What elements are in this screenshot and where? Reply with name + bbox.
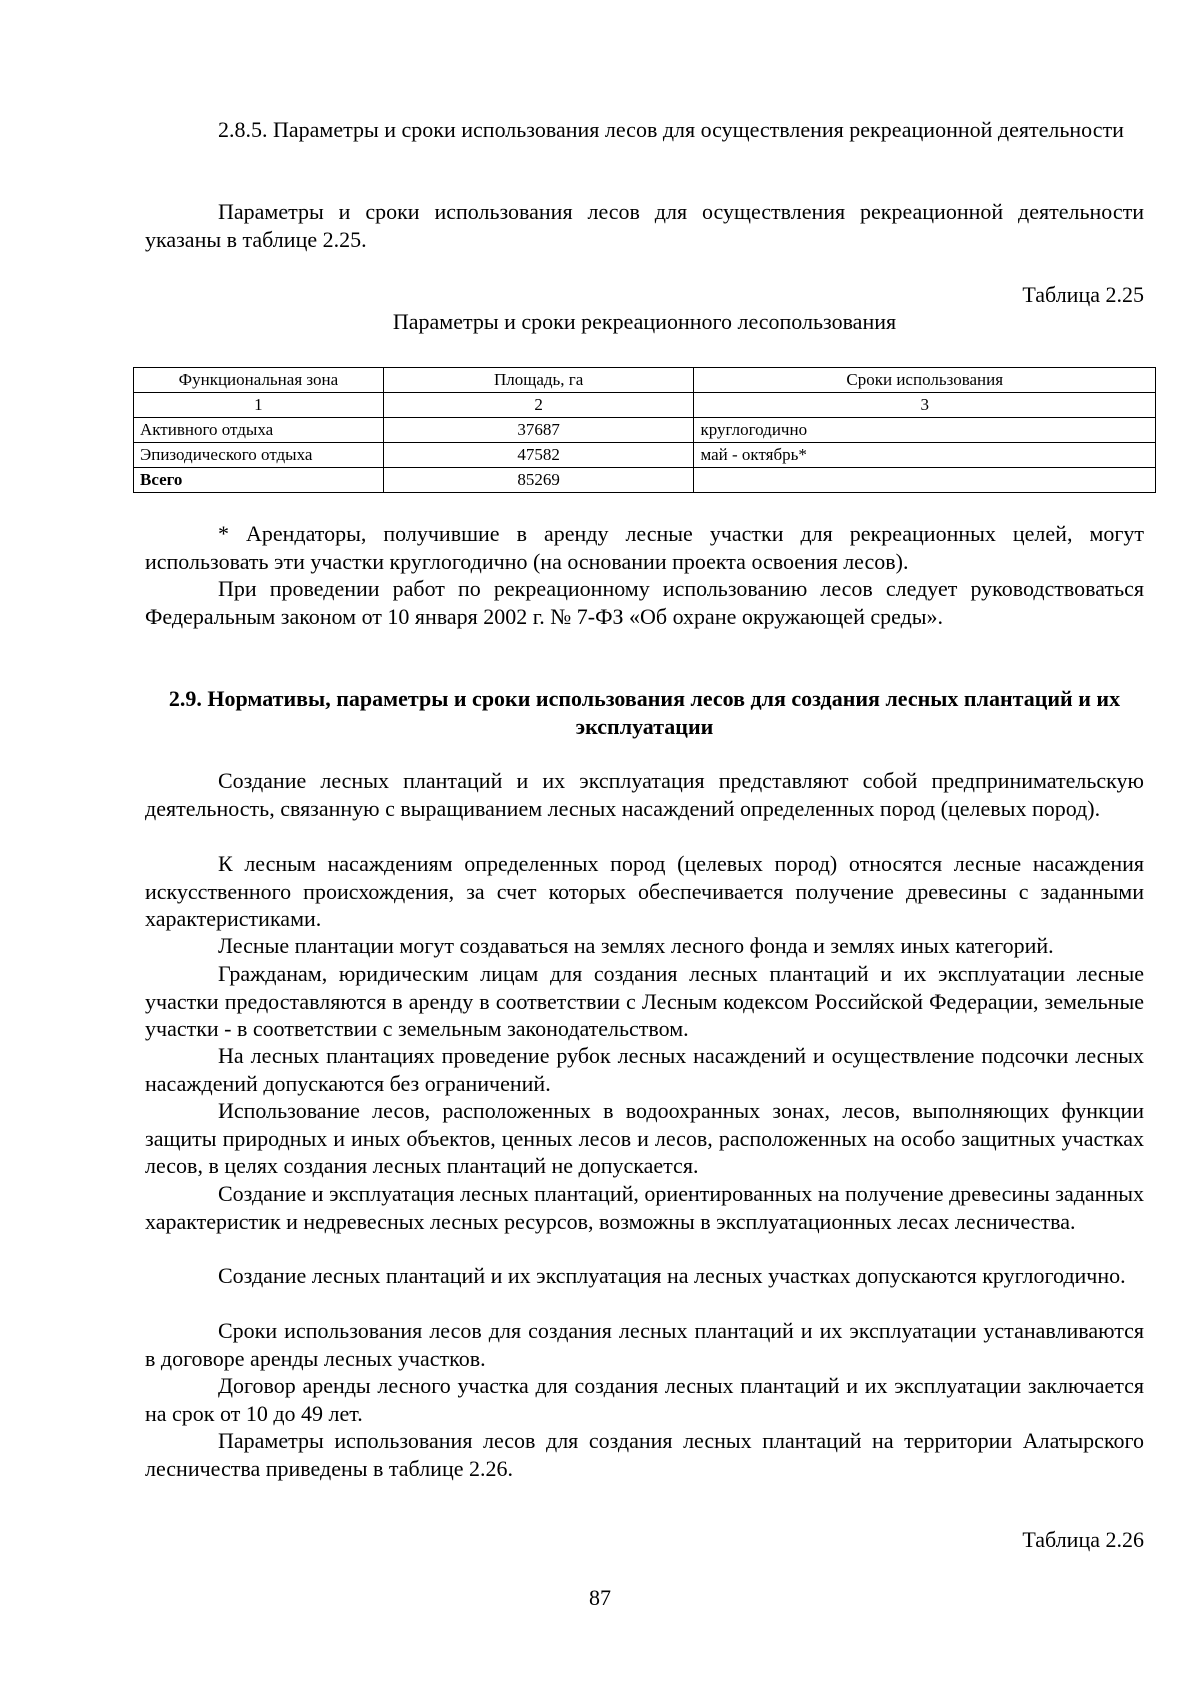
table-row bbox=[134, 418, 1156, 443]
total-label-cell: Всего bbox=[134, 468, 384, 493]
section-2-9-paragraph: Использование лесов, расположенных в водоохранных зонах, лесов, выполняющих функции защиты природных и иных объектов, ценных лесов и лесов, расположенных на особо защитных участках лесов, в целях создания лесных плантаций не допускается. bbox=[145, 1098, 1144, 1178]
regulation-paragraph: При проведении работ по рекреационному использованию лесов следует руководствоваться Федеральным законом от 10 января 2002 г. № 7-ФЗ «Об охране окружающей среды». bbox=[145, 576, 1144, 629]
header-cell: Сроки использования bbox=[694, 368, 1156, 393]
table-numbering-row bbox=[134, 393, 1156, 418]
table-2-25-title: Параметры и сроки рекреационного лесопользования bbox=[392, 309, 897, 334]
section-2-9-paragraph: Лесные плантации могут создаваться на землях лесного фонда и землях иных категорий. bbox=[218, 933, 1054, 958]
table-header-row bbox=[134, 368, 1156, 393]
section-2-8-5-intro: Параметры и сроки использования лесов для осуществления рекреационной деятельности указаны в таблице 2.25. bbox=[145, 199, 1144, 252]
area-cell: 37687 bbox=[383, 418, 694, 443]
table-total-row bbox=[134, 468, 1156, 493]
table-row bbox=[134, 443, 1156, 468]
section-2-9-paragraph: К лесным насаждениям определенных пород (целевых пород) относятся лесные насаждения искусственного происхождения, за счет которых обеспечивается получение древесины с заданными характеристиками. bbox=[145, 851, 1144, 931]
total-area-cell: 85269 bbox=[383, 468, 694, 493]
footnote-paragraph: * Арендаторы, получившие в аренду лесные участки для рекреационных целей, могут использовать эти участки круглогодично (на основании проекта освоения лесов). bbox=[145, 521, 1144, 574]
page-number: 87 bbox=[589, 1585, 611, 1610]
section-2-9-paragraph: Гражданам, юридическим лицам для создания лесных плантаций и их эксплуатации лесные участки предоставляются в аренду в соответствии с Лесным кодексом Российской Федерации, земельные участки - в соответствии с земельным законодательством. bbox=[145, 961, 1144, 1041]
section-2-9-paragraph: Создание лесных плантаций и их эксплуатация представляют собой предпринимательскую деятельность, связанную с выращиванием лесных насаждений определенных пород (целевых пород). bbox=[145, 768, 1144, 821]
section-2-9-paragraph: Договор аренды лесного участка для создания лесных плантаций и их эксплуатации заключается на срок от 10 до 49 лет. bbox=[145, 1373, 1144, 1426]
section-2-8-5-heading: 2.8.5. Параметры и сроки использования лесов для осуществления рекреационной деятельности bbox=[218, 117, 1124, 142]
numbering-cell: 3 bbox=[694, 393, 1156, 418]
section-2-9-paragraph: Создание и эксплуатация лесных плантаций, ориентированных на получение древесины заданных характеристик и недревесных лесных ресурсов, возможны в эксплуатационных лесах лесничества. bbox=[145, 1181, 1144, 1234]
table-2-26-label: Таблица 2.26 bbox=[1022, 1527, 1144, 1552]
numbering-cell: 1 bbox=[134, 393, 384, 418]
zone-cell: Активного отдыха bbox=[134, 418, 384, 443]
section-2-9-paragraph: Создание лесных плантаций и их эксплуатация на лесных участках допускаются круглогодично. bbox=[218, 1263, 1126, 1288]
period-cell: май - октябрь* bbox=[694, 443, 1156, 468]
section-2-9-paragraph: Параметры использования лесов для создания лесных плантаций на территории Алатырского лесничества приведены в таблице 2.26. bbox=[145, 1428, 1144, 1481]
section-2-9-paragraph: Сроки использования лесов для создания лесных плантаций и их эксплуатации устанавливаются в договоре аренды лесных участков. bbox=[145, 1318, 1144, 1371]
table-2-25-label: Таблица 2.25 bbox=[1022, 282, 1144, 307]
area-cell: 47582 bbox=[383, 443, 694, 468]
section-2-9-heading: 2.9. Нормативы, параметры и сроки использования лесов для создания лесных плантаций и их эксплуатации bbox=[168, 686, 1121, 739]
period-cell: круглогодично bbox=[694, 418, 1156, 443]
header-cell: Площадь, га bbox=[383, 368, 694, 393]
section-2-9-paragraph: На лесных плантациях проведение рубок лесных насаждений и осуществление подсочки лесных насаждений допускаются без ограничений. bbox=[145, 1043, 1144, 1096]
header-cell: Функциональная зона bbox=[134, 368, 384, 393]
zone-cell: Эпизодического отдыха bbox=[134, 443, 384, 468]
numbering-cell: 2 bbox=[383, 393, 694, 418]
table-2-25 bbox=[133, 367, 1156, 493]
total-period-cell bbox=[694, 468, 1156, 493]
